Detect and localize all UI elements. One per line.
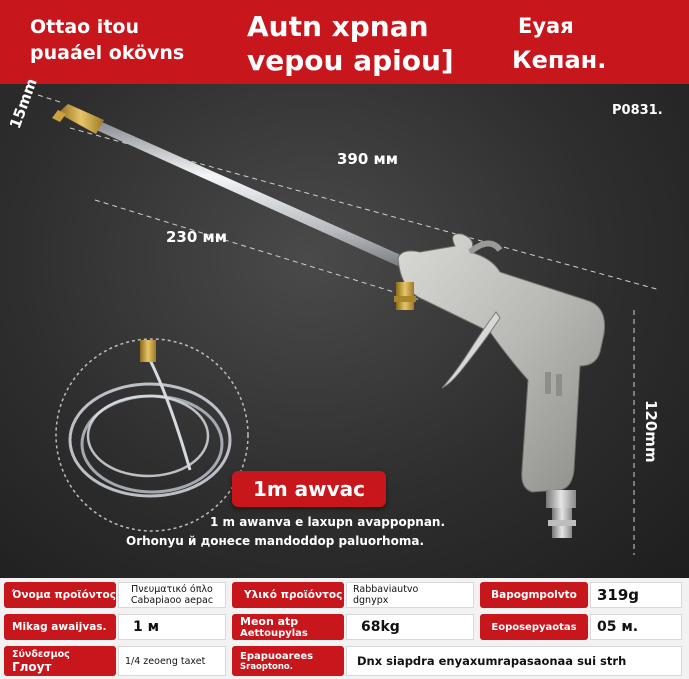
nozzle-dimension-label: 15mm	[6, 76, 41, 132]
height-dimension-label: 120mm	[642, 400, 660, 463]
spec-label-application-line1: Epapuoarees	[240, 650, 314, 662]
side-fitting	[394, 282, 416, 310]
banner-right-line1: Еуая	[518, 14, 574, 38]
spec-value-product-name-line2: Cabapiaoo aepac	[130, 595, 214, 606]
product-code: P0831.	[612, 103, 663, 118]
spec-label-connector	[4, 646, 116, 676]
spec-value-application: Dnx siapdra enyaxumrapasaonaa sui strh	[346, 646, 682, 676]
hose-inset	[56, 339, 248, 531]
spec-label-product-name: Όνομα προϊόντος	[4, 582, 116, 608]
banner-left-line1: Ottao itou	[30, 16, 139, 38]
spec-label-service: Eoposepyaotas	[480, 614, 588, 640]
spec-value-material-line2: dgnypx	[353, 595, 389, 606]
spec-value-material	[346, 582, 474, 608]
trigger-lever	[442, 312, 500, 388]
spec-value-connector: 1/4 zeoeng taxet	[118, 646, 226, 676]
spec-value-material-line1: Rabbaviautvo	[353, 584, 419, 595]
tube-length-label: 230 мм	[166, 228, 228, 246]
spec-label-connector-line2: Глоут	[12, 659, 52, 674]
air-inlet-connector	[546, 490, 576, 538]
spec-label-pressure-line1: Meon atp	[240, 615, 299, 628]
spec-label-application-line2: Sraoptono.	[240, 661, 293, 672]
hose-note-line2: Orhonyu й донесе mandoddop paluorhoma.	[126, 534, 424, 548]
spec-value-product-name	[118, 582, 226, 608]
banner-left-line2: puaáel okövns	[30, 42, 185, 64]
spec-label-connector-line1: Σύνδεσμος	[12, 648, 70, 660]
total-length-label: 390 мм	[337, 150, 399, 168]
spec-label-pressure-line2: Aettoupylas	[240, 628, 308, 639]
brass-nozzle	[52, 104, 104, 134]
banner-mid-line1: Autn xpnan	[247, 10, 429, 43]
hose-note-line1: 1 m awanva e laxupn avappopnan.	[210, 515, 446, 529]
spec-label-pressure	[232, 614, 344, 640]
banner-right-line2: Кепан.	[512, 46, 607, 74]
spec-label-material: Υλικό προϊόντος	[232, 582, 344, 608]
spec-label-application	[232, 646, 344, 676]
spec-value-weight: 319g	[590, 582, 682, 608]
spec-label-weight: Bapogmpolvto	[480, 582, 588, 608]
spec-value-service: 05 м.	[590, 614, 682, 640]
spec-value-hose-length: 1 м	[118, 614, 226, 640]
spec-value-pressure: 68kg	[346, 614, 474, 640]
spec-label-hose-length: Mikag awaijvas.	[4, 614, 116, 640]
spec-table	[0, 578, 689, 679]
gun-body	[398, 234, 605, 492]
hose-length-badge: 1m awvac	[232, 471, 386, 507]
spec-value-product-name-line1: Πνευματικό όπλο	[131, 584, 213, 595]
banner-mid-line2: vepou apiou]	[247, 44, 454, 77]
extension-tube	[92, 122, 430, 276]
